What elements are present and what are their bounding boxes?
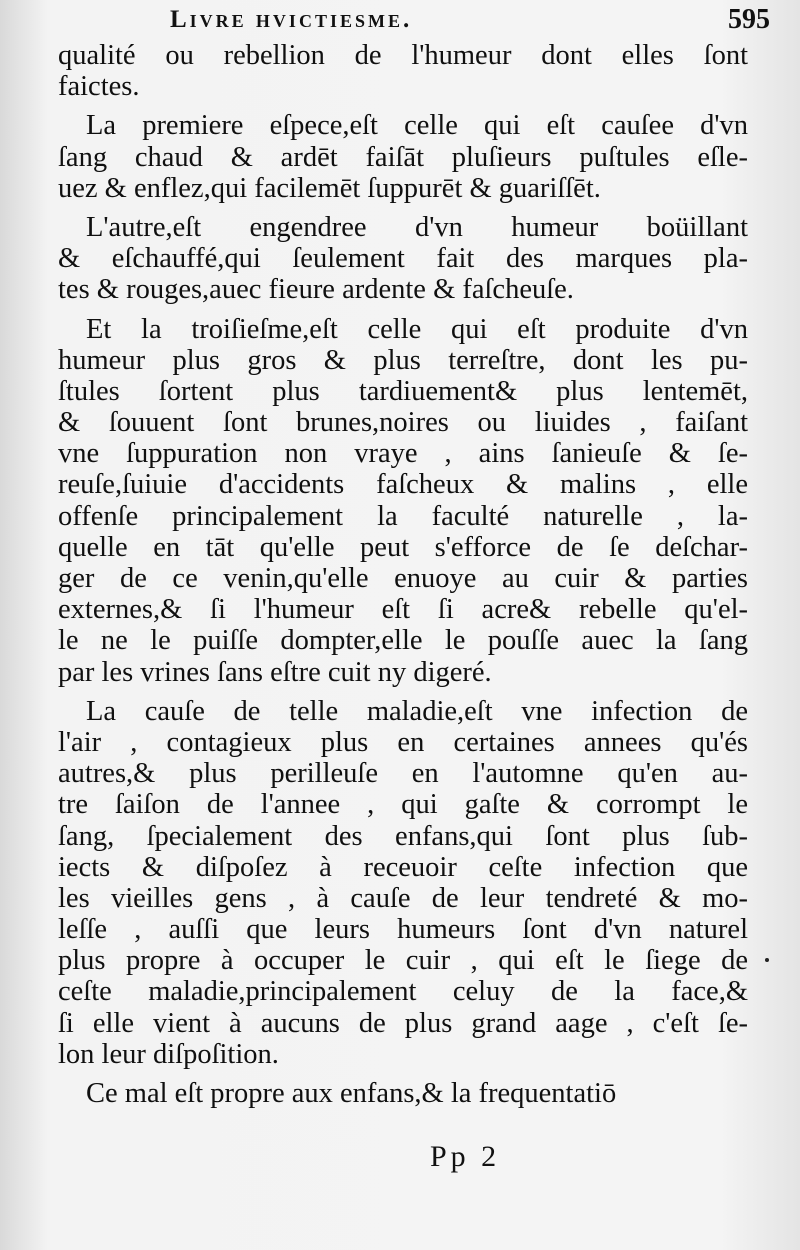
- text-line: La premiere eſpece,eſt celle qui eſt cauſee d'vn: [86, 110, 748, 142]
- text-line: ſtules ſortent plus tardiuement& plus lentemēt,: [58, 375, 748, 407]
- running-title: Livre hvictiesme.: [170, 6, 413, 33]
- paragraph: [58, 696, 748, 1070]
- text-line: ſang, ſpecialement des enfans,qui ſont plus ſub-: [58, 820, 748, 852]
- text-line: tre ſaiſon de l'annee , qui gaſte & corrompt le: [58, 789, 748, 821]
- paragraph: [58, 110, 748, 204]
- text-line: offenſe principalement la faculté naturelle , la-: [58, 500, 748, 532]
- paragraph: [58, 1078, 748, 1109]
- paragraph: [58, 212, 748, 306]
- text-line: & eſchauffé,qui ſeulement fait des marques pla-: [58, 243, 748, 275]
- text-line: l'air , contagieux plus en certaines annees qu'és: [58, 726, 748, 758]
- text-line: leſſe , auſſi que leurs humeurs ſont d'vn naturel: [58, 914, 748, 946]
- text-line: ger de ce venin,qu'elle enuoye au cuir & parties: [58, 563, 748, 594]
- paragraph: [58, 314, 748, 688]
- text-line: reuſe,ſuiuie d'accidents faſcheux & malins , elle: [58, 469, 748, 501]
- text-line: vne ſuppuration non vraye , ains ſanieuſe & ſe-: [58, 438, 748, 470]
- body-text: [58, 40, 748, 1109]
- text-line: plus propre à occuper le cuir , qui eſt le ſiege de: [58, 945, 748, 977]
- text-line: le ne le puiſſe dompter,elle le pouſſe auec la ſang: [58, 625, 748, 657]
- paragraph: [58, 40, 748, 102]
- ink-speck: [765, 958, 769, 962]
- text-line: uez & enflez,qui facilemēt ſuppurēt & guariſſēt.: [58, 172, 601, 204]
- text-line: iects & diſpoſez à receuoir ceſte infection que: [58, 851, 748, 883]
- text-line: qualité ou rebellion de l'humeur dont elles ſont: [58, 40, 748, 71]
- page-number: 595: [728, 4, 770, 35]
- text-line: L'autre,eſt engendree d'vn humeur boüillant: [86, 211, 748, 243]
- text-line: humeur plus gros & plus terreſtre, dont les pu-: [58, 344, 748, 376]
- text-line: quelle en tāt qu'elle peut s'efforce de ſe deſchar-: [58, 531, 748, 563]
- signature-mark: Pp 2: [430, 1140, 501, 1173]
- text-line: ceſte maladie,principalement celuy de la face,&: [58, 976, 748, 1008]
- text-line: lon leur diſpoſition.: [58, 1038, 279, 1070]
- text-line: La cauſe de telle maladie,eſt vne infection de: [86, 695, 748, 727]
- text-line: ſang chaud & ardēt faiſāt pluſieurs puſtules eſle-: [58, 141, 748, 173]
- text-line: autres,& plus perilleuſe en l'automne qu'en au-: [58, 758, 748, 790]
- text-line: par les vrines ſans eſtre cuit ny digeré.: [58, 656, 492, 688]
- text-line: les vieilles gens , à cauſe de leur tendreté & mo-: [58, 882, 748, 914]
- text-line: Ce mal eſt propre aux enfans,& la frequentatiō: [86, 1078, 617, 1109]
- text-line: faictes.: [58, 71, 140, 103]
- text-line: ſi elle vient à aucuns de plus grand aage , c'eſt ſe-: [58, 1007, 748, 1039]
- text-line: externes,& ſi l'humeur eſt ſi acre& rebelle qu'el-: [58, 594, 748, 626]
- text-line: & ſouuent ſont brunes,noires ou liuides , faiſant: [58, 407, 748, 439]
- text-line: tes & rouges,auec fieure ardente & faſcheuſe.: [58, 274, 574, 306]
- text-line: Et la troiſieſme,eſt celle qui eſt produite d'vn: [86, 313, 748, 345]
- running-head: [170, 2, 780, 42]
